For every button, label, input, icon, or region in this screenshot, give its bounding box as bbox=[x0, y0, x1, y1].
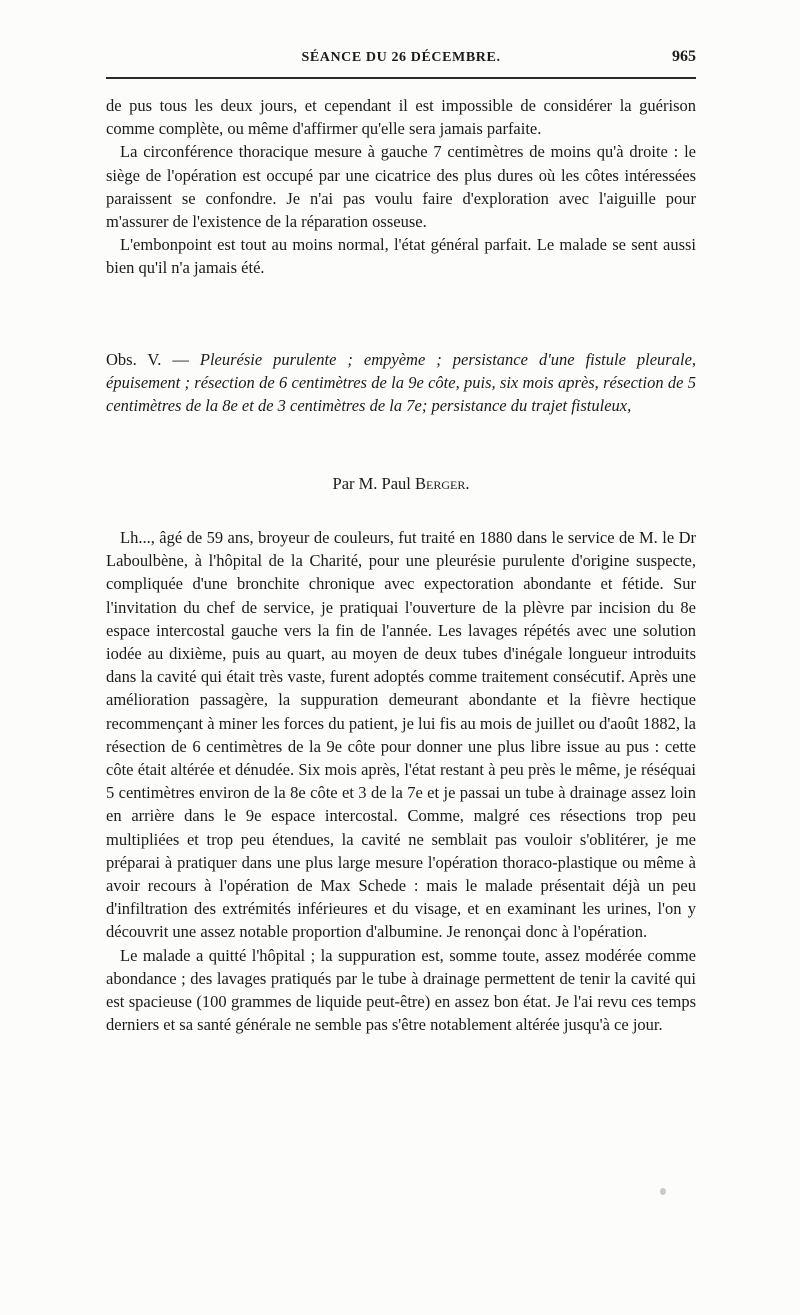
paragraph-circumference: La circonférence thoracique mesure à gauche 7 centimètres de moins qu'à droite : le siège de l'opération est occupé par une cicatrice des plus dures où les côtes intéressées paraissent se confondre. Je n'ai pas voulu faire d'exploration avec l'aiguille pour m'assurer de l'existence de la réparation osseuse. bbox=[106, 142, 696, 232]
header-rule bbox=[106, 77, 696, 79]
text-block-case bbox=[106, 526, 696, 1036]
observation-title: Pleurésie purulente ; empyème ; persistance d'une fistule pleurale, épuisement ; résection de 6 centimètres de la 9e côte, puis, six mois après, résection de 5 centimètres de la 8e et de 3 centimètres de la 7e; persistance du trajet fistuleux, bbox=[106, 350, 697, 416]
paragraph-case-history: Lh..., âgé de 59 ans, broyeur de couleurs, fut traité en 1880 dans le service de M. le Dr Laboulbène, à l'hôpital de la Charité, pour une pleurésie purulente d'origine suspecte, compliquée d'une bronchite chronique avec expectoration abondante et fétide. Sur l'invitation du chef de service, je pratiquai l'ouverture de la plèvre par incision du 8e espace intercostal gauche vers la fin de l'année. Les lavages répétés avec une solution iodée au dixième, puis au quart, au moyen de deux tubes d'inégale longueur introduits dans la cavité qui était très vaste, furent adoptés comme traitement consécutif. Après une amélioration passagère, la suppuration demeurant abondante et la fièvre hectique recommençant à miner les forces du patient, je lui fis au mois de juillet ou d'août 1882, la résection de 6 centimètres de la 9e côte pour donner une plus libre issue au pus : cette côte était altérée et dénudée. Six mois après, l'état restant à peu près le même, je réséquai 5 centimètres environ de la 8e côte et 3 de la 7e et je passai un tube à drainage assez loin en arrière dans le 9e espace intercostal. Comme, malgré ces résections trop peu multipliées et trop peu étendues, la cavité ne semblait pas vouloir s'oblitérer, je me préparai à pratiquer dans une plus large mesure l'opération thoraco-plastique ou même à avoir recours à l'opération de Max Schede : mais le malade présentait déjà un peu d'infiltration des extrémités inférieures et du visage, et en examinant les urines, l'on y découvrit une assez notable proportion d'albumine. Je renonçai donc à l'opération. bbox=[106, 528, 696, 942]
paragraph-continuation: de pus tous les deux jours, et cependant il est impossible de considérer la guérison comme complète, ou même d'affirmer qu'elle sera jamais parfaite. bbox=[106, 96, 696, 139]
text-block-continued bbox=[106, 94, 696, 280]
observation-label: Obs. V. — bbox=[106, 350, 189, 369]
author-prefix: Par M. Paul bbox=[332, 474, 411, 493]
observation-heading bbox=[106, 348, 696, 418]
author-line bbox=[106, 472, 696, 495]
paragraph-embonpoint: L'embonpoint est tout au moins normal, l'état général parfait. Le malade se sent aussi bien qu'il n'a jamais été. bbox=[106, 235, 696, 278]
running-title: SÉANCE DU 26 DÉCEMBRE. bbox=[301, 50, 501, 65]
paragraph-outcome: Le malade a quitté l'hôpital ; la suppuration est, somme toute, assez modérée comme abondance ; des lavages pratiqués par le tube à drainage permettent de tenir la cavité qui est spacieuse (100 grammes de liquide peut-être) en assez bon état. Je l'ai revu ces temps derniers et sa santé générale ne semble pas s'être notablement altérée jusqu'à ce jour. bbox=[106, 945, 696, 1035]
running-head bbox=[106, 48, 696, 74]
ink-speck bbox=[660, 1188, 666, 1195]
page-number: 965 bbox=[672, 48, 696, 65]
author-surname: Berger. bbox=[415, 474, 470, 493]
